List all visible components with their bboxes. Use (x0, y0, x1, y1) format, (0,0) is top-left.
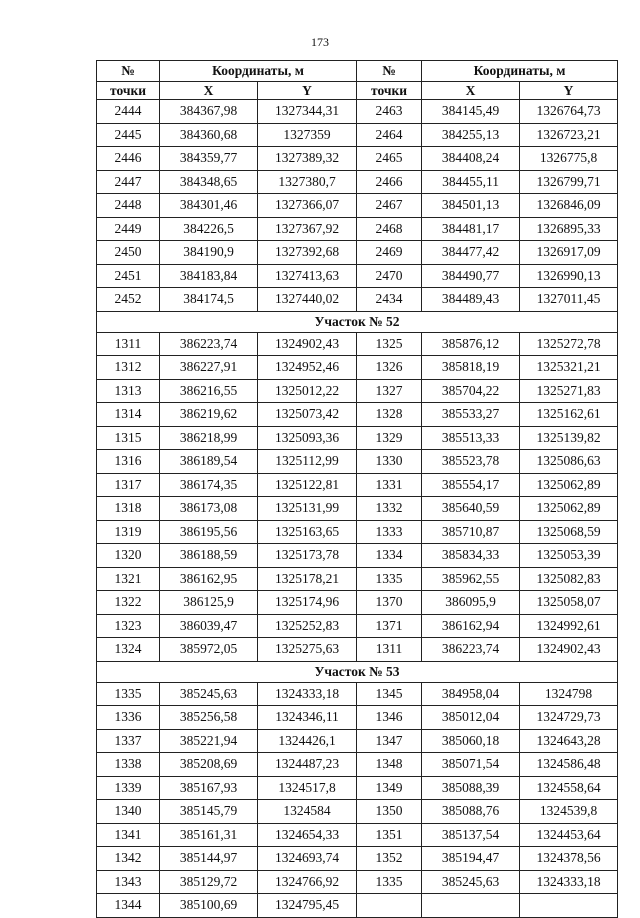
y-coordinate-cell: 1326846,09 (520, 194, 618, 218)
point-number-cell: 1329 (357, 426, 422, 450)
point-number-cell: 2466 (357, 170, 422, 194)
coordinates-header: Координаты, м (160, 61, 357, 82)
y-coordinate-cell: 1326799,71 (520, 170, 618, 194)
y-coordinate-cell: 1326775,8 (520, 147, 618, 171)
table-row (97, 776, 618, 800)
y-coordinate-cell: 1324992,61 (520, 614, 618, 638)
point-number-cell: 1340 (97, 800, 160, 824)
y-coordinate-cell: 1325271,83 (520, 379, 618, 403)
y-coordinate-cell: 1325086,63 (520, 450, 618, 474)
point-number-cell: 1318 (97, 497, 160, 521)
y-coordinate-cell: 1325275,63 (258, 638, 357, 662)
y-coordinate-cell: 1324902,43 (258, 332, 357, 356)
y-column-header: Y (520, 82, 618, 100)
x-coordinate-cell: 385137,54 (422, 823, 520, 847)
table-row (97, 264, 618, 288)
y-coordinate-cell: 1324952,46 (258, 356, 357, 380)
x-coordinate-cell: 386173,08 (160, 497, 258, 521)
y-coordinate-cell: 1324333,18 (520, 870, 618, 894)
y-coordinate-cell: 1325131,99 (258, 497, 357, 521)
y-coordinate-cell: 1326723,21 (520, 123, 618, 147)
y-coordinate-cell: 1325062,89 (520, 473, 618, 497)
y-coordinate-cell: 1327366,07 (258, 194, 357, 218)
point-number-cell (357, 894, 422, 918)
table-row (97, 356, 618, 380)
point-number-cell: 2447 (97, 170, 160, 194)
y-coordinate-cell: 1326895,33 (520, 217, 618, 241)
point-number-cell: 2448 (97, 194, 160, 218)
table-row (97, 800, 618, 824)
table-row (97, 682, 618, 706)
x-coordinate-cell: 385704,22 (422, 379, 520, 403)
y-coordinate-cell: 1324766,92 (258, 870, 357, 894)
y-coordinate-cell: 1327344,31 (258, 100, 357, 124)
x-coordinate-cell: 386125,9 (160, 591, 258, 615)
y-coordinate-cell: 1327389,32 (258, 147, 357, 171)
point-number-cell: 2465 (357, 147, 422, 171)
point-number-cell: 1352 (357, 847, 422, 871)
x-coordinate-cell: 385256,58 (160, 706, 258, 730)
y-coordinate-cell: 1325174,96 (258, 591, 357, 615)
section-title-row (97, 311, 618, 332)
coordinates-header: Координаты, м (422, 61, 618, 82)
x-coordinate-cell: 384489,43 (422, 288, 520, 312)
y-coordinate-cell: 1325178,21 (258, 567, 357, 591)
y-coordinate-cell: 1325082,83 (520, 567, 618, 591)
point-number-cell: 1349 (357, 776, 422, 800)
x-coordinate-cell: 385962,55 (422, 567, 520, 591)
y-coordinate-cell: 1325163,65 (258, 520, 357, 544)
x-coordinate-cell: 385167,93 (160, 776, 258, 800)
x-coordinate-cell: 384359,77 (160, 147, 258, 171)
x-coordinate-cell: 385208,69 (160, 753, 258, 777)
y-coordinate-cell: 1324798 (520, 682, 618, 706)
table-row (97, 894, 618, 918)
y-coordinate-cell: 1325112,99 (258, 450, 357, 474)
y-coordinate-cell: 1324902,43 (520, 638, 618, 662)
x-coordinate-cell: 385710,87 (422, 520, 520, 544)
y-coordinate-cell: 1327011,45 (520, 288, 618, 312)
x-coordinate-cell: 385088,39 (422, 776, 520, 800)
section-title-row (97, 661, 618, 682)
point-number-cell: 2446 (97, 147, 160, 171)
table-body (97, 100, 618, 918)
x-coordinate-cell: 385876,12 (422, 332, 520, 356)
table-row (97, 497, 618, 521)
point-number-cell: 1333 (357, 520, 422, 544)
x-column-header: X (422, 82, 520, 100)
y-coordinate-cell: 1325058,07 (520, 591, 618, 615)
point-number-cell: 1371 (357, 614, 422, 638)
y-coordinate-cell: 1325053,39 (520, 544, 618, 568)
table-row (97, 170, 618, 194)
x-coordinate-cell: 386223,74 (160, 332, 258, 356)
x-coordinate-cell: 384174,5 (160, 288, 258, 312)
x-coordinate-cell: 385060,18 (422, 729, 520, 753)
point-number-cell: 1319 (97, 520, 160, 544)
point-number-cell: 2467 (357, 194, 422, 218)
y-coordinate-cell: 1324795,45 (258, 894, 357, 918)
y-coordinate-cell: 1324346,11 (258, 706, 357, 730)
y-coordinate-cell: 1325162,61 (520, 403, 618, 427)
point-number-cell: 1324 (97, 638, 160, 662)
y-coordinate-cell: 1327367,92 (258, 217, 357, 241)
point-number-cell: 2451 (97, 264, 160, 288)
point-number-cell: 2464 (357, 123, 422, 147)
table-row (97, 194, 618, 218)
y-coordinate-cell: 1324539,8 (520, 800, 618, 824)
table-row (97, 123, 618, 147)
y-coordinate-cell: 1327440,02 (258, 288, 357, 312)
y-coordinate-cell: 1325321,21 (520, 356, 618, 380)
y-coordinate-cell: 1324584 (258, 800, 357, 824)
y-coordinate-cell: 1327380,7 (258, 170, 357, 194)
point-number-cell: 1370 (357, 591, 422, 615)
x-coordinate-cell: 385071,54 (422, 753, 520, 777)
y-coordinate-cell: 1325068,59 (520, 520, 618, 544)
point-number-cell: 1339 (97, 776, 160, 800)
y-coordinate-cell: 1326917,09 (520, 241, 618, 265)
table-row (97, 520, 618, 544)
y-coordinate-cell: 1324333,18 (258, 682, 357, 706)
x-coordinate-cell: 385554,17 (422, 473, 520, 497)
point-number-subheader: точки (357, 82, 422, 100)
point-number-cell: 2445 (97, 123, 160, 147)
y-coordinate-cell: 1326990,13 (520, 264, 618, 288)
y-coordinate-cell: 1324586,48 (520, 753, 618, 777)
x-column-header: X (160, 82, 258, 100)
x-coordinate-cell: 386189,54 (160, 450, 258, 474)
y-coordinate-cell: 1325122,81 (258, 473, 357, 497)
y-coordinate-cell: 1327392,68 (258, 241, 357, 265)
x-coordinate-cell: 386188,59 (160, 544, 258, 568)
x-coordinate-cell: 386039,47 (160, 614, 258, 638)
y-coordinate-cell: 1327359 (258, 123, 357, 147)
x-coordinate-cell: 386162,95 (160, 567, 258, 591)
point-number-cell: 1322 (97, 591, 160, 615)
table-row (97, 473, 618, 497)
table-row (97, 288, 618, 312)
x-coordinate-cell (422, 894, 520, 918)
y-coordinate-cell: 1324643,28 (520, 729, 618, 753)
table-row (97, 403, 618, 427)
x-coordinate-cell: 386218,99 (160, 426, 258, 450)
table-row (97, 823, 618, 847)
point-number-cell: 1343 (97, 870, 160, 894)
section-title: Участок № 53 (97, 661, 618, 682)
table-header-row (97, 61, 618, 82)
x-coordinate-cell: 384490,77 (422, 264, 520, 288)
x-coordinate-cell: 385194,47 (422, 847, 520, 871)
x-coordinate-cell: 385012,04 (422, 706, 520, 730)
y-coordinate-cell: 1325139,82 (520, 426, 618, 450)
x-coordinate-cell: 385818,19 (422, 356, 520, 380)
point-number-cell: 1337 (97, 729, 160, 753)
point-number-cell: 2444 (97, 100, 160, 124)
y-coordinate-cell: 1324378,56 (520, 847, 618, 871)
point-number-cell: 1346 (357, 706, 422, 730)
table-row (97, 870, 618, 894)
point-number-cell: 2449 (97, 217, 160, 241)
x-coordinate-cell: 384481,17 (422, 217, 520, 241)
point-number-cell: 1345 (357, 682, 422, 706)
x-coordinate-cell: 384501,13 (422, 194, 520, 218)
point-number-cell: 1312 (97, 356, 160, 380)
x-coordinate-cell: 385972,05 (160, 638, 258, 662)
x-coordinate-cell: 385523,78 (422, 450, 520, 474)
table-row (97, 147, 618, 171)
x-coordinate-cell: 386095,9 (422, 591, 520, 615)
x-coordinate-cell: 384226,5 (160, 217, 258, 241)
x-coordinate-cell: 386162,94 (422, 614, 520, 638)
x-coordinate-cell: 384145,49 (422, 100, 520, 124)
point-number-cell: 1344 (97, 894, 160, 918)
point-number-cell: 1335 (97, 682, 160, 706)
point-number-cell: 1327 (357, 379, 422, 403)
point-number-cell: 1336 (97, 706, 160, 730)
point-number-cell: 1334 (357, 544, 422, 568)
x-coordinate-cell: 385245,63 (160, 682, 258, 706)
table-row (97, 379, 618, 403)
x-coordinate-cell: 384367,98 (160, 100, 258, 124)
table-row (97, 706, 618, 730)
y-coordinate-cell: 1324693,74 (258, 847, 357, 871)
point-number-cell: 1326 (357, 356, 422, 380)
point-number-cell: 1317 (97, 473, 160, 497)
table-row (97, 426, 618, 450)
table-row (97, 614, 618, 638)
point-number-cell: 1330 (357, 450, 422, 474)
point-number-cell: 2470 (357, 264, 422, 288)
table-row (97, 450, 618, 474)
y-coordinate-cell: 1325062,89 (520, 497, 618, 521)
coordinates-table (96, 60, 618, 918)
point-number-cell: 1347 (357, 729, 422, 753)
point-number-cell: 1328 (357, 403, 422, 427)
x-coordinate-cell: 385221,94 (160, 729, 258, 753)
point-number-cell: 1316 (97, 450, 160, 474)
x-coordinate-cell: 385144,97 (160, 847, 258, 871)
table-row (97, 217, 618, 241)
x-coordinate-cell: 385129,72 (160, 870, 258, 894)
x-coordinate-cell: 384183,84 (160, 264, 258, 288)
point-number-cell: 1321 (97, 567, 160, 591)
point-number-cell: 1342 (97, 847, 160, 871)
x-coordinate-cell: 386227,91 (160, 356, 258, 380)
page-number: 173 (311, 35, 329, 49)
table-row (97, 847, 618, 871)
table-row (97, 332, 618, 356)
y-coordinate-cell: 1325173,78 (258, 544, 357, 568)
x-coordinate-cell: 384408,24 (422, 147, 520, 171)
y-coordinate-cell: 1324517,8 (258, 776, 357, 800)
point-number-cell: 1351 (357, 823, 422, 847)
y-coordinate-cell: 1325093,36 (258, 426, 357, 450)
y-coordinate-cell: 1324558,64 (520, 776, 618, 800)
x-coordinate-cell: 385145,79 (160, 800, 258, 824)
x-coordinate-cell: 384255,13 (422, 123, 520, 147)
x-coordinate-cell: 384301,46 (160, 194, 258, 218)
point-number-cell: 1348 (357, 753, 422, 777)
point-number-cell: 1332 (357, 497, 422, 521)
y-coordinate-cell: 1325272,78 (520, 332, 618, 356)
table-row (97, 544, 618, 568)
y-coordinate-cell: 1324487,23 (258, 753, 357, 777)
point-number-cell: 1323 (97, 614, 160, 638)
table-row (97, 729, 618, 753)
y-coordinate-cell (520, 894, 618, 918)
y-coordinate-cell: 1326764,73 (520, 100, 618, 124)
x-coordinate-cell: 384958,04 (422, 682, 520, 706)
x-coordinate-cell: 385088,76 (422, 800, 520, 824)
x-coordinate-cell: 384477,42 (422, 241, 520, 265)
point-number-subheader: точки (97, 82, 160, 100)
x-coordinate-cell: 385533,27 (422, 403, 520, 427)
table-row (97, 753, 618, 777)
x-coordinate-cell: 385245,63 (422, 870, 520, 894)
point-number-cell: 1315 (97, 426, 160, 450)
point-number-cell: 2452 (97, 288, 160, 312)
x-coordinate-cell: 384190,9 (160, 241, 258, 265)
section-title: Участок № 52 (97, 311, 618, 332)
point-number-cell: 1350 (357, 800, 422, 824)
y-coordinate-cell: 1324729,73 (520, 706, 618, 730)
point-number-header: № (357, 61, 422, 82)
point-number-cell: 1311 (357, 638, 422, 662)
y-coordinate-cell: 1327413,63 (258, 264, 357, 288)
table-row (97, 100, 618, 124)
x-coordinate-cell: 384360,68 (160, 123, 258, 147)
point-number-cell: 1314 (97, 403, 160, 427)
y-coordinate-cell: 1324453,64 (520, 823, 618, 847)
x-coordinate-cell: 384348,65 (160, 170, 258, 194)
x-coordinate-cell: 385513,33 (422, 426, 520, 450)
table-row (97, 567, 618, 591)
table-row (97, 241, 618, 265)
table-row (97, 591, 618, 615)
point-number-cell: 2463 (357, 100, 422, 124)
x-coordinate-cell: 386174,35 (160, 473, 258, 497)
x-coordinate-cell: 386195,56 (160, 520, 258, 544)
x-coordinate-cell: 385161,31 (160, 823, 258, 847)
y-coordinate-cell: 1324426,1 (258, 729, 357, 753)
x-coordinate-cell: 386216,55 (160, 379, 258, 403)
x-coordinate-cell: 386223,74 (422, 638, 520, 662)
point-number-cell: 1335 (357, 567, 422, 591)
x-coordinate-cell: 385834,33 (422, 544, 520, 568)
point-number-cell: 1313 (97, 379, 160, 403)
y-column-header: Y (258, 82, 357, 100)
y-coordinate-cell: 1325252,83 (258, 614, 357, 638)
point-number-cell: 2434 (357, 288, 422, 312)
y-coordinate-cell: 1325073,42 (258, 403, 357, 427)
table-subheader-row (97, 82, 618, 100)
point-number-cell: 1331 (357, 473, 422, 497)
point-number-header: № (97, 61, 160, 82)
point-number-cell: 1320 (97, 544, 160, 568)
point-number-cell: 2469 (357, 241, 422, 265)
point-number-cell: 2468 (357, 217, 422, 241)
point-number-cell: 2450 (97, 241, 160, 265)
point-number-cell: 1341 (97, 823, 160, 847)
table-row (97, 638, 618, 662)
point-number-cell: 1338 (97, 753, 160, 777)
x-coordinate-cell: 385640,59 (422, 497, 520, 521)
y-coordinate-cell: 1325012,22 (258, 379, 357, 403)
point-number-cell: 1311 (97, 332, 160, 356)
y-coordinate-cell: 1324654,33 (258, 823, 357, 847)
point-number-cell: 1325 (357, 332, 422, 356)
point-number-cell: 1335 (357, 870, 422, 894)
x-coordinate-cell: 386219,62 (160, 403, 258, 427)
x-coordinate-cell: 384455,11 (422, 170, 520, 194)
x-coordinate-cell: 385100,69 (160, 894, 258, 918)
